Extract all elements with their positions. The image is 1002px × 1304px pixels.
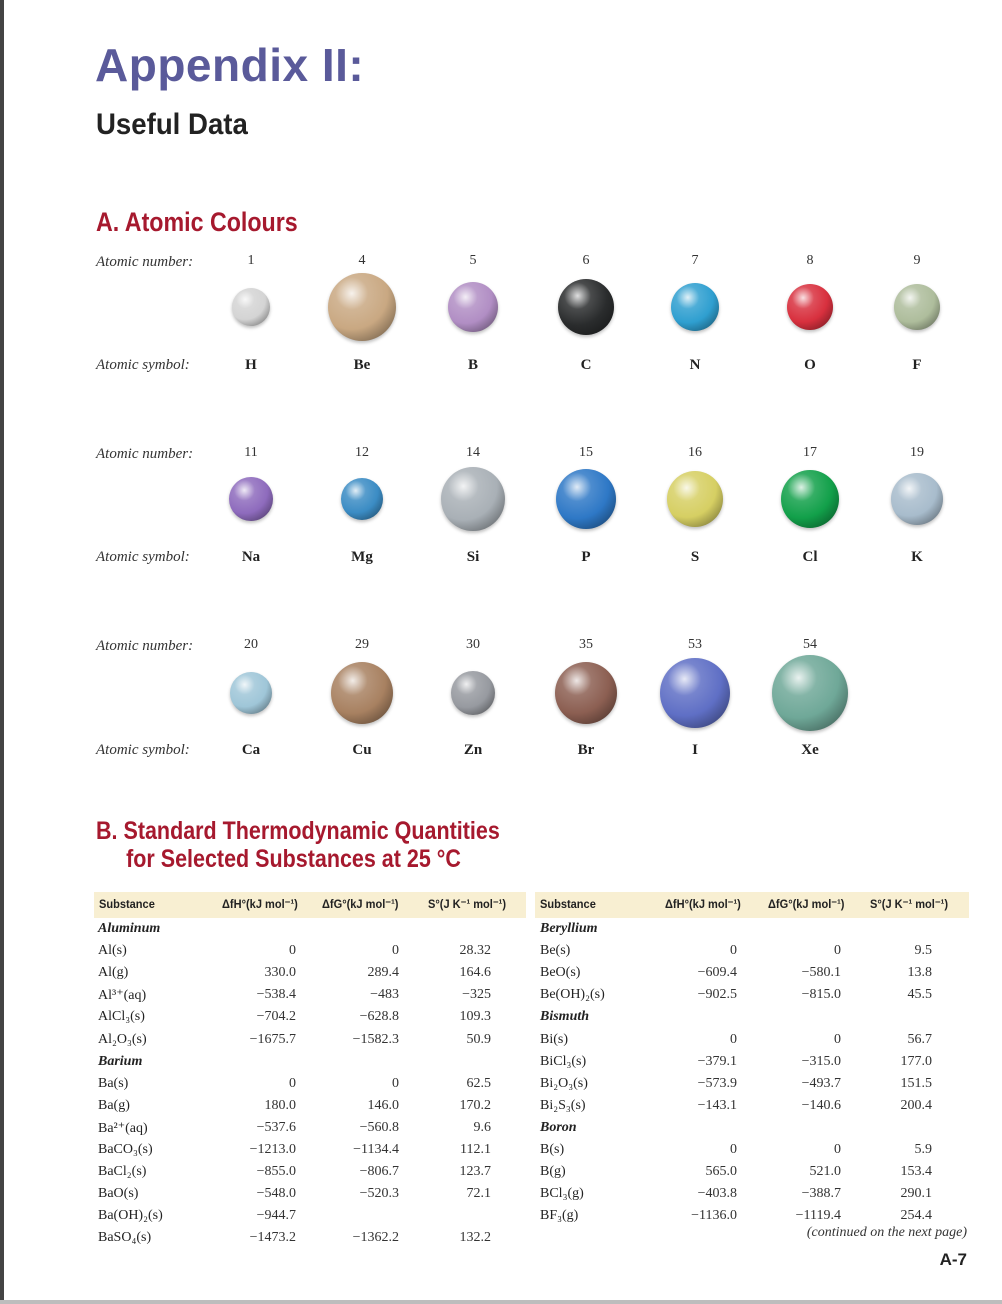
col-header-entropy-right: S°(J K⁻¹ mol⁻¹) xyxy=(870,897,949,911)
entropy-value: 109.3 xyxy=(459,1009,491,1025)
table-row xyxy=(0,1098,1002,1120)
substance: Bi₂O₃(s) xyxy=(540,1075,588,1091)
atomic-number: 17 xyxy=(803,445,817,460)
atom-sphere-cu xyxy=(331,662,393,724)
enthalpy-value: −548.0 xyxy=(256,1186,296,1202)
substance: Be(s) xyxy=(540,943,571,959)
substance: Bi(s) xyxy=(540,1031,568,1047)
atomic-symbol-label: Atomic symbol: xyxy=(96,357,190,373)
entropy-value: 45.5 xyxy=(907,987,932,1003)
substance: BiCl₃(s) xyxy=(540,1053,587,1069)
atom-sphere-ca xyxy=(230,672,272,714)
atomic-symbol: P xyxy=(581,549,591,565)
enthalpy-value: −379.1 xyxy=(697,1053,737,1069)
entropy-value: 50.9 xyxy=(466,1031,491,1047)
atomic-symbol: I xyxy=(692,742,698,758)
entropy-value: 290.1 xyxy=(900,1186,932,1202)
page-subtitle: Useful Data xyxy=(96,108,248,141)
enthalpy-value: −403.8 xyxy=(697,1186,737,1202)
group-name: Barium xyxy=(98,1053,143,1069)
atomic-symbol-label: Atomic symbol: xyxy=(96,742,190,758)
substance: Ba(s) xyxy=(98,1075,129,1091)
gibbs-value: 0 xyxy=(392,943,399,959)
atom-sphere-si xyxy=(441,467,505,531)
enthalpy-value: 180.0 xyxy=(264,1097,296,1113)
table-row xyxy=(0,1164,1002,1186)
atom-sphere-o xyxy=(787,284,833,330)
col-header-gibbs-right: ΔfG°(kJ mol⁻¹) xyxy=(768,897,845,911)
atomic-number: 5 xyxy=(469,253,477,268)
atom-sphere-b xyxy=(448,282,498,332)
enthalpy-value: −1473.2 xyxy=(249,1230,296,1246)
section-b-heading-line1: B. Standard Thermodynamic Quantities xyxy=(96,817,500,845)
enthalpy-value: 0 xyxy=(730,943,737,959)
group-name: Aluminum xyxy=(98,921,161,936)
atomic-number: 19 xyxy=(910,445,924,460)
enthalpy-value: 0 xyxy=(289,1075,296,1091)
atom-sphere-be xyxy=(328,273,396,341)
atomic-number-label: Atomic number: xyxy=(96,254,194,270)
substance: BaCl₂(s) xyxy=(98,1164,147,1180)
enthalpy-value: −944.7 xyxy=(256,1208,296,1224)
atomic-symbol: H xyxy=(245,357,257,373)
substance: AlCl₃(s) xyxy=(98,1009,145,1025)
atomic-number: 15 xyxy=(579,445,593,460)
atomic-symbol: O xyxy=(804,357,816,373)
atomic-number: 16 xyxy=(688,445,702,460)
atomic-symbol: Cl xyxy=(802,549,818,565)
gibbs-value: −388.7 xyxy=(801,1186,841,1202)
enthalpy-value: −855.0 xyxy=(256,1164,296,1180)
entropy-value: 112.1 xyxy=(460,1142,491,1157)
atomic-symbol-label: Atomic symbol: xyxy=(96,549,190,565)
atom-sphere-p xyxy=(556,469,616,529)
page-number: A-7 xyxy=(939,1250,967,1269)
substance: BCl₃(g) xyxy=(540,1186,584,1202)
gibbs-value: −140.6 xyxy=(801,1097,841,1113)
col-header-substance: Substance xyxy=(99,897,155,911)
gibbs-value: −483 xyxy=(370,987,399,1003)
atomic-number: 7 xyxy=(691,253,699,268)
atomic-number: 54 xyxy=(803,637,817,652)
col-header-substance-right: Substance xyxy=(540,897,596,911)
entropy-value: 170.2 xyxy=(459,1097,491,1113)
substance: Ba(g) xyxy=(98,1097,130,1113)
substance: Al₂O₃(s) xyxy=(98,1031,147,1047)
page-title: Appendix II: xyxy=(95,39,365,91)
entropy-value: 13.8 xyxy=(907,965,932,981)
col-header-enthalpy-right: ΔfH°(kJ mol⁻¹) xyxy=(665,897,741,911)
enthalpy-value: −538.4 xyxy=(256,987,296,1003)
table-group-row xyxy=(0,1009,1002,1031)
table-row xyxy=(0,943,1002,965)
entropy-value: 9.5 xyxy=(914,943,932,959)
substance: Ba(OH)₂(s) xyxy=(98,1208,163,1224)
enthalpy-value: 330.0 xyxy=(264,965,296,981)
atomic-symbol: Zn xyxy=(463,742,483,758)
gibbs-value: −1362.2 xyxy=(352,1230,399,1246)
table-row xyxy=(0,965,1002,987)
gibbs-value: 0 xyxy=(392,1075,399,1091)
enthalpy-value: −573.9 xyxy=(697,1075,737,1091)
substance: BaSO₄(s) xyxy=(98,1230,152,1246)
entropy-value: 151.5 xyxy=(900,1075,932,1091)
gibbs-value: −1582.3 xyxy=(352,1031,399,1047)
gibbs-value: 0 xyxy=(834,1142,841,1157)
atomic-number: 20 xyxy=(244,637,258,652)
atomic-symbol: Na xyxy=(241,549,261,565)
atomic-number: 30 xyxy=(466,637,480,652)
atomic-number: 6 xyxy=(582,253,590,268)
table-row xyxy=(0,1142,1002,1164)
enthalpy-value: −902.5 xyxy=(697,987,737,1003)
gibbs-value: −628.8 xyxy=(359,1009,399,1025)
atomic-symbol: N xyxy=(689,357,701,373)
gibbs-value: −806.7 xyxy=(359,1164,399,1180)
entropy-value: 153.4 xyxy=(900,1164,932,1180)
enthalpy-value: −1213.0 xyxy=(249,1142,296,1157)
gibbs-value: 146.0 xyxy=(367,1097,399,1113)
section-b-heading-line2: for Selected Substances at 25 °C xyxy=(126,845,461,873)
section-a-heading: A. Atomic Colours xyxy=(96,207,298,237)
entropy-value: −325 xyxy=(462,987,491,1003)
enthalpy-value: 565.0 xyxy=(705,1164,737,1180)
substance: Al(s) xyxy=(98,943,127,959)
entropy-value: 9.6 xyxy=(473,1119,491,1135)
atomic-number: 9 xyxy=(913,253,921,268)
atomic-symbol: Mg xyxy=(351,549,373,565)
atom-sphere-h xyxy=(232,288,270,326)
entropy-value: 56.7 xyxy=(907,1031,932,1047)
section-b-heading xyxy=(96,817,500,873)
group-name: Bismuth xyxy=(540,1009,590,1025)
gibbs-value: −560.8 xyxy=(359,1119,399,1135)
col-header-enthalpy: ΔfH°(kJ mol⁻¹) xyxy=(222,897,298,911)
atom-sphere-mg xyxy=(341,478,383,520)
entropy-value: 177.0 xyxy=(900,1053,932,1069)
substance: BeO(s) xyxy=(540,965,581,981)
group-name: Boron xyxy=(540,1119,577,1135)
substance: Al³⁺(aq) xyxy=(98,988,147,1004)
substance: Bi₂S₃(s) xyxy=(540,1097,586,1113)
gibbs-value: −815.0 xyxy=(801,987,841,1003)
enthalpy-value: −704.2 xyxy=(256,1009,296,1025)
substance: Al(g) xyxy=(98,965,129,981)
entropy-value: 132.2 xyxy=(459,1230,491,1246)
entropy-value: 254.4 xyxy=(900,1208,932,1224)
gibbs-value: 0 xyxy=(834,943,841,959)
page-edge-bottom xyxy=(0,1300,1002,1304)
atomic-symbol: S xyxy=(690,549,700,565)
atom-sphere-f xyxy=(894,284,940,330)
entropy-value: 28.32 xyxy=(459,943,491,959)
gibbs-value: −493.7 xyxy=(801,1075,841,1091)
enthalpy-value: 0 xyxy=(730,1142,737,1157)
table-row xyxy=(0,1076,1002,1098)
atom-sphere-k xyxy=(891,473,943,525)
enthalpy-value: −1675.7 xyxy=(249,1031,296,1047)
entropy-value: 5.9 xyxy=(914,1142,932,1157)
atom-sphere-xe xyxy=(772,655,848,731)
gibbs-value: −1134.4 xyxy=(353,1142,399,1157)
gibbs-value: −520.3 xyxy=(359,1186,399,1202)
substance: B(g) xyxy=(540,1164,566,1180)
atomic-number: 11 xyxy=(244,445,258,460)
table-row xyxy=(0,1186,1002,1208)
atomic-number: 8 xyxy=(806,253,814,268)
atomic-number: 53 xyxy=(688,637,702,652)
atomic-symbol: Br xyxy=(577,742,595,758)
atomic-number-label: Atomic number: xyxy=(96,638,194,654)
atom-sphere-cl xyxy=(781,470,839,528)
group-name: Beryllium xyxy=(540,921,598,936)
table-group-row xyxy=(0,921,1002,943)
substance: Ba²⁺(aq) xyxy=(98,1120,148,1136)
entropy-value: 200.4 xyxy=(900,1097,932,1113)
substance: BaO(s) xyxy=(98,1186,139,1202)
enthalpy-value: 0 xyxy=(730,1031,737,1047)
table-group-row xyxy=(0,1120,1002,1142)
atom-sphere-i xyxy=(660,658,730,728)
atom-sphere-zn xyxy=(451,671,495,715)
atomic-number: 4 xyxy=(358,253,366,268)
enthalpy-value: −537.6 xyxy=(256,1119,296,1135)
continued-note: (continued on the next page) xyxy=(806,1225,967,1240)
atomic-number: 35 xyxy=(579,637,593,652)
enthalpy-value: 0 xyxy=(289,943,296,959)
atomic-number-label: Atomic number: xyxy=(96,446,194,462)
atom-sphere-na xyxy=(229,477,273,521)
entropy-value: 72.1 xyxy=(466,1186,491,1202)
entropy-value: 164.6 xyxy=(459,965,491,981)
atomic-number: 1 xyxy=(247,253,255,268)
entropy-value: 123.7 xyxy=(459,1164,491,1180)
table-row xyxy=(0,987,1002,1009)
atom-sphere-n xyxy=(671,283,719,331)
atom-sphere-s xyxy=(667,471,723,527)
gibbs-value: −1119.4 xyxy=(795,1208,841,1224)
table-row xyxy=(0,1032,1002,1054)
substance: BaCO₃(s) xyxy=(98,1142,153,1157)
gibbs-value: −580.1 xyxy=(801,965,841,981)
col-header-entropy: S°(J K⁻¹ mol⁻¹) xyxy=(428,897,507,911)
gibbs-value: 521.0 xyxy=(809,1164,841,1180)
enthalpy-value: −609.4 xyxy=(697,965,737,981)
table-row xyxy=(0,1054,1002,1076)
substance: B(s) xyxy=(540,1142,565,1157)
gibbs-value: −315.0 xyxy=(801,1053,841,1069)
atomic-number: 12 xyxy=(355,445,369,460)
atomic-symbol: Xe xyxy=(801,742,819,758)
atomic-symbol: Cu xyxy=(352,742,372,758)
atom-sphere-c xyxy=(558,279,614,335)
atomic-number: 29 xyxy=(355,637,369,652)
atom-sphere-br xyxy=(555,662,617,724)
gibbs-value: 289.4 xyxy=(367,965,399,981)
atomic-symbol: Si xyxy=(466,549,480,565)
col-header-gibbs: ΔfG°(kJ mol⁻¹) xyxy=(322,897,399,911)
substance: BF₃(g) xyxy=(540,1208,579,1224)
atomic-symbol: K xyxy=(911,549,923,565)
atomic-number: 14 xyxy=(466,445,480,460)
atomic-symbol: F xyxy=(912,357,922,373)
atomic-symbol: C xyxy=(580,357,592,373)
gibbs-value: 0 xyxy=(834,1031,841,1047)
entropy-value: 62.5 xyxy=(466,1075,491,1091)
substance: Be(OH)₂(s) xyxy=(540,987,605,1003)
atomic-symbol: Ca xyxy=(241,742,261,758)
enthalpy-value: −143.1 xyxy=(697,1097,737,1113)
atomic-symbol: Be xyxy=(353,357,371,373)
enthalpy-value: −1136.0 xyxy=(691,1208,737,1224)
atomic-symbol: B xyxy=(467,357,479,373)
